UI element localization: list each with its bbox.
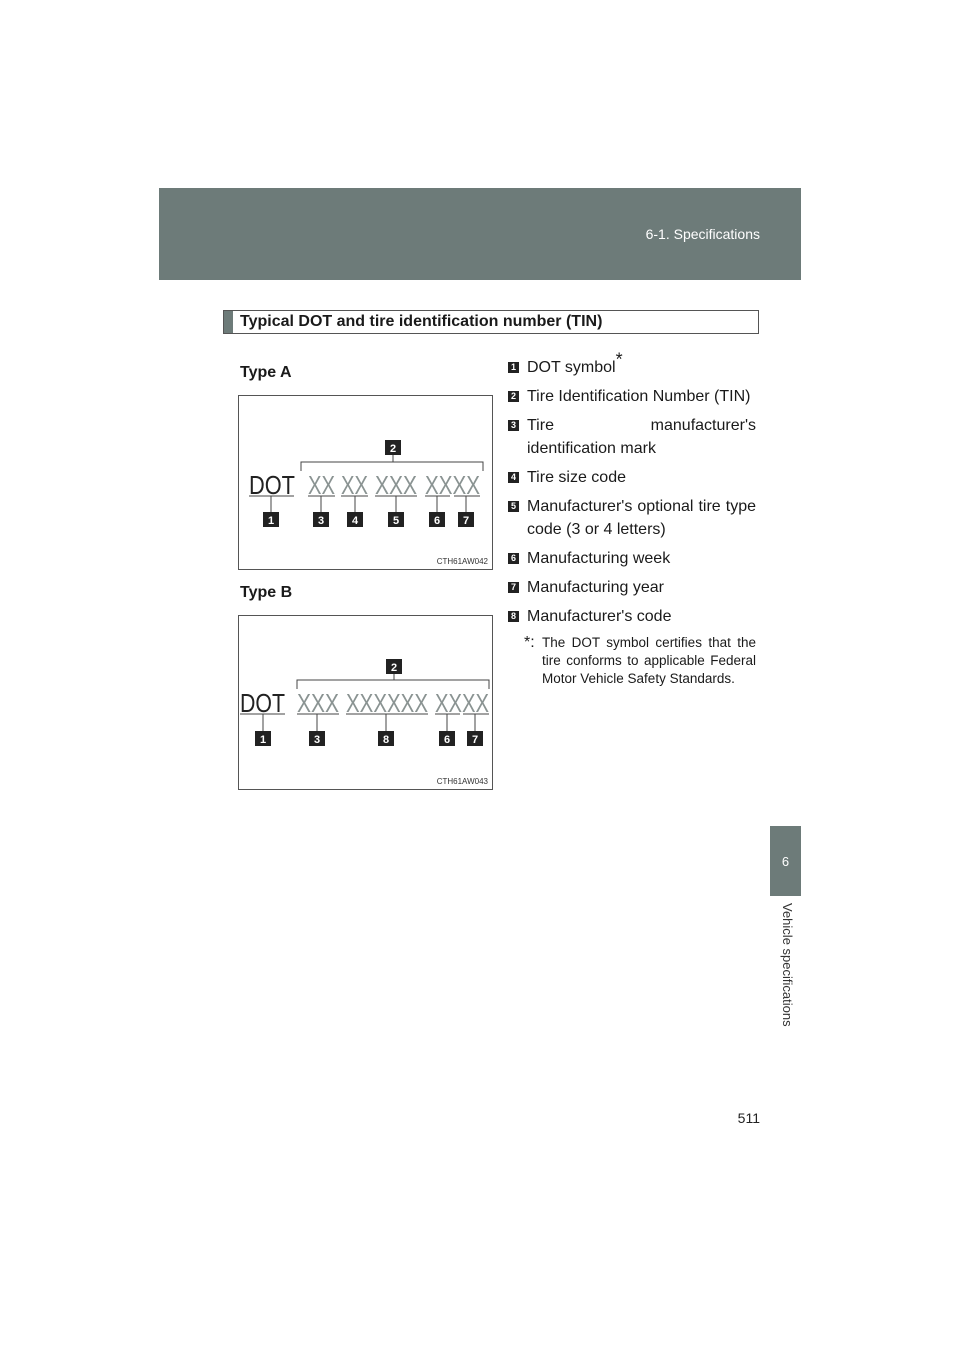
item-number-badge: 7 bbox=[508, 582, 519, 593]
xxxx-group: XXXX bbox=[425, 470, 480, 500]
list-item bbox=[508, 576, 756, 599]
type-a-label: Type A bbox=[240, 364, 292, 381]
badge-text: 6 bbox=[433, 515, 441, 527]
figure-code: CTH61AW043 bbox=[436, 777, 488, 786]
xx-group: XX bbox=[341, 470, 368, 500]
legend-list bbox=[508, 349, 756, 688]
badge-text: 2 bbox=[389, 443, 397, 455]
item-number-badge: 5 bbox=[508, 501, 519, 512]
chapter-label: Vehicle specifications bbox=[780, 903, 795, 1027]
xxxx-group: XXXX bbox=[435, 688, 489, 718]
title-accent-bar bbox=[224, 311, 233, 333]
item-text: DOT symbol bbox=[527, 359, 616, 376]
badge-text: 7 bbox=[471, 734, 479, 746]
dot-symbol-text: DOT bbox=[240, 688, 286, 718]
badge-text: 6 bbox=[443, 734, 451, 746]
badge-text: 4 bbox=[351, 515, 359, 527]
chapter-tab bbox=[770, 826, 801, 896]
header-band bbox=[159, 188, 801, 280]
xxx-group: XXX bbox=[297, 688, 339, 718]
footnote-colon: : bbox=[530, 634, 535, 651]
type-a-diagram bbox=[239, 396, 494, 571]
item-number-badge: 8 bbox=[508, 611, 519, 622]
xxxxxx-group: XXXXXX bbox=[346, 688, 428, 718]
list-item bbox=[508, 466, 756, 489]
badge-text: 3 bbox=[313, 734, 321, 746]
type-b-badges bbox=[255, 731, 483, 746]
list-item bbox=[508, 385, 756, 408]
item-text: Tire manufacturer's identification mark bbox=[527, 417, 756, 457]
list-item bbox=[508, 495, 756, 541]
xxx-group: XXX bbox=[375, 470, 417, 500]
item-text: Tire Identification Number (TIN) bbox=[527, 388, 751, 405]
item-number-badge: 6 bbox=[508, 553, 519, 564]
badge-text: 2 bbox=[390, 662, 398, 674]
badge-text: 8 bbox=[382, 734, 390, 746]
footnote-text: The DOT symbol certifies that the tire conforms to applicable Federal Motor Vehicle Safety Standards. bbox=[542, 635, 756, 686]
type-b-diagram bbox=[239, 616, 494, 791]
type-a-figure bbox=[238, 395, 493, 570]
item-text: Manufacturer's optional tire type code (3 or 4 letters) bbox=[527, 498, 756, 538]
xx-group: XX bbox=[308, 470, 335, 500]
badge-text: 3 bbox=[317, 515, 325, 527]
item-number-badge: 2 bbox=[508, 391, 519, 402]
type-a-badges bbox=[263, 512, 474, 527]
footnote-marker: * bbox=[615, 349, 623, 370]
dot-symbol-text: DOT bbox=[249, 470, 296, 500]
footnote bbox=[508, 634, 756, 688]
item-number-badge: 1 bbox=[508, 362, 519, 373]
chapter-number: 6 bbox=[781, 853, 790, 869]
type-b-figure bbox=[238, 615, 493, 790]
item-number-badge: 4 bbox=[508, 472, 519, 483]
box-title-text: Typical DOT and tire identification number (TIN) bbox=[240, 313, 603, 330]
section-title: 6-1. Specifications bbox=[645, 226, 760, 242]
list-item bbox=[508, 547, 756, 570]
item-text: Tire size code bbox=[527, 469, 626, 486]
footnote-asterisk: * bbox=[524, 634, 531, 651]
badge-text: 7 bbox=[462, 515, 470, 527]
section-box-title bbox=[223, 310, 759, 334]
list-item bbox=[508, 605, 756, 628]
figure-code: CTH61AW042 bbox=[436, 557, 488, 566]
item-text: Manufacturing week bbox=[527, 550, 671, 567]
page-number: 511 bbox=[737, 1110, 760, 1126]
list-item bbox=[508, 349, 756, 379]
item-number-badge: 3 bbox=[508, 420, 519, 431]
badge-text: 1 bbox=[259, 734, 267, 746]
list-item bbox=[508, 414, 756, 460]
badge-text: 1 bbox=[267, 515, 275, 527]
type-b-label: Type B bbox=[240, 584, 293, 601]
item-text: Manufacturing year bbox=[527, 579, 664, 596]
badge-text: 5 bbox=[392, 515, 400, 527]
item-text: Manufacturer's code bbox=[527, 608, 672, 625]
